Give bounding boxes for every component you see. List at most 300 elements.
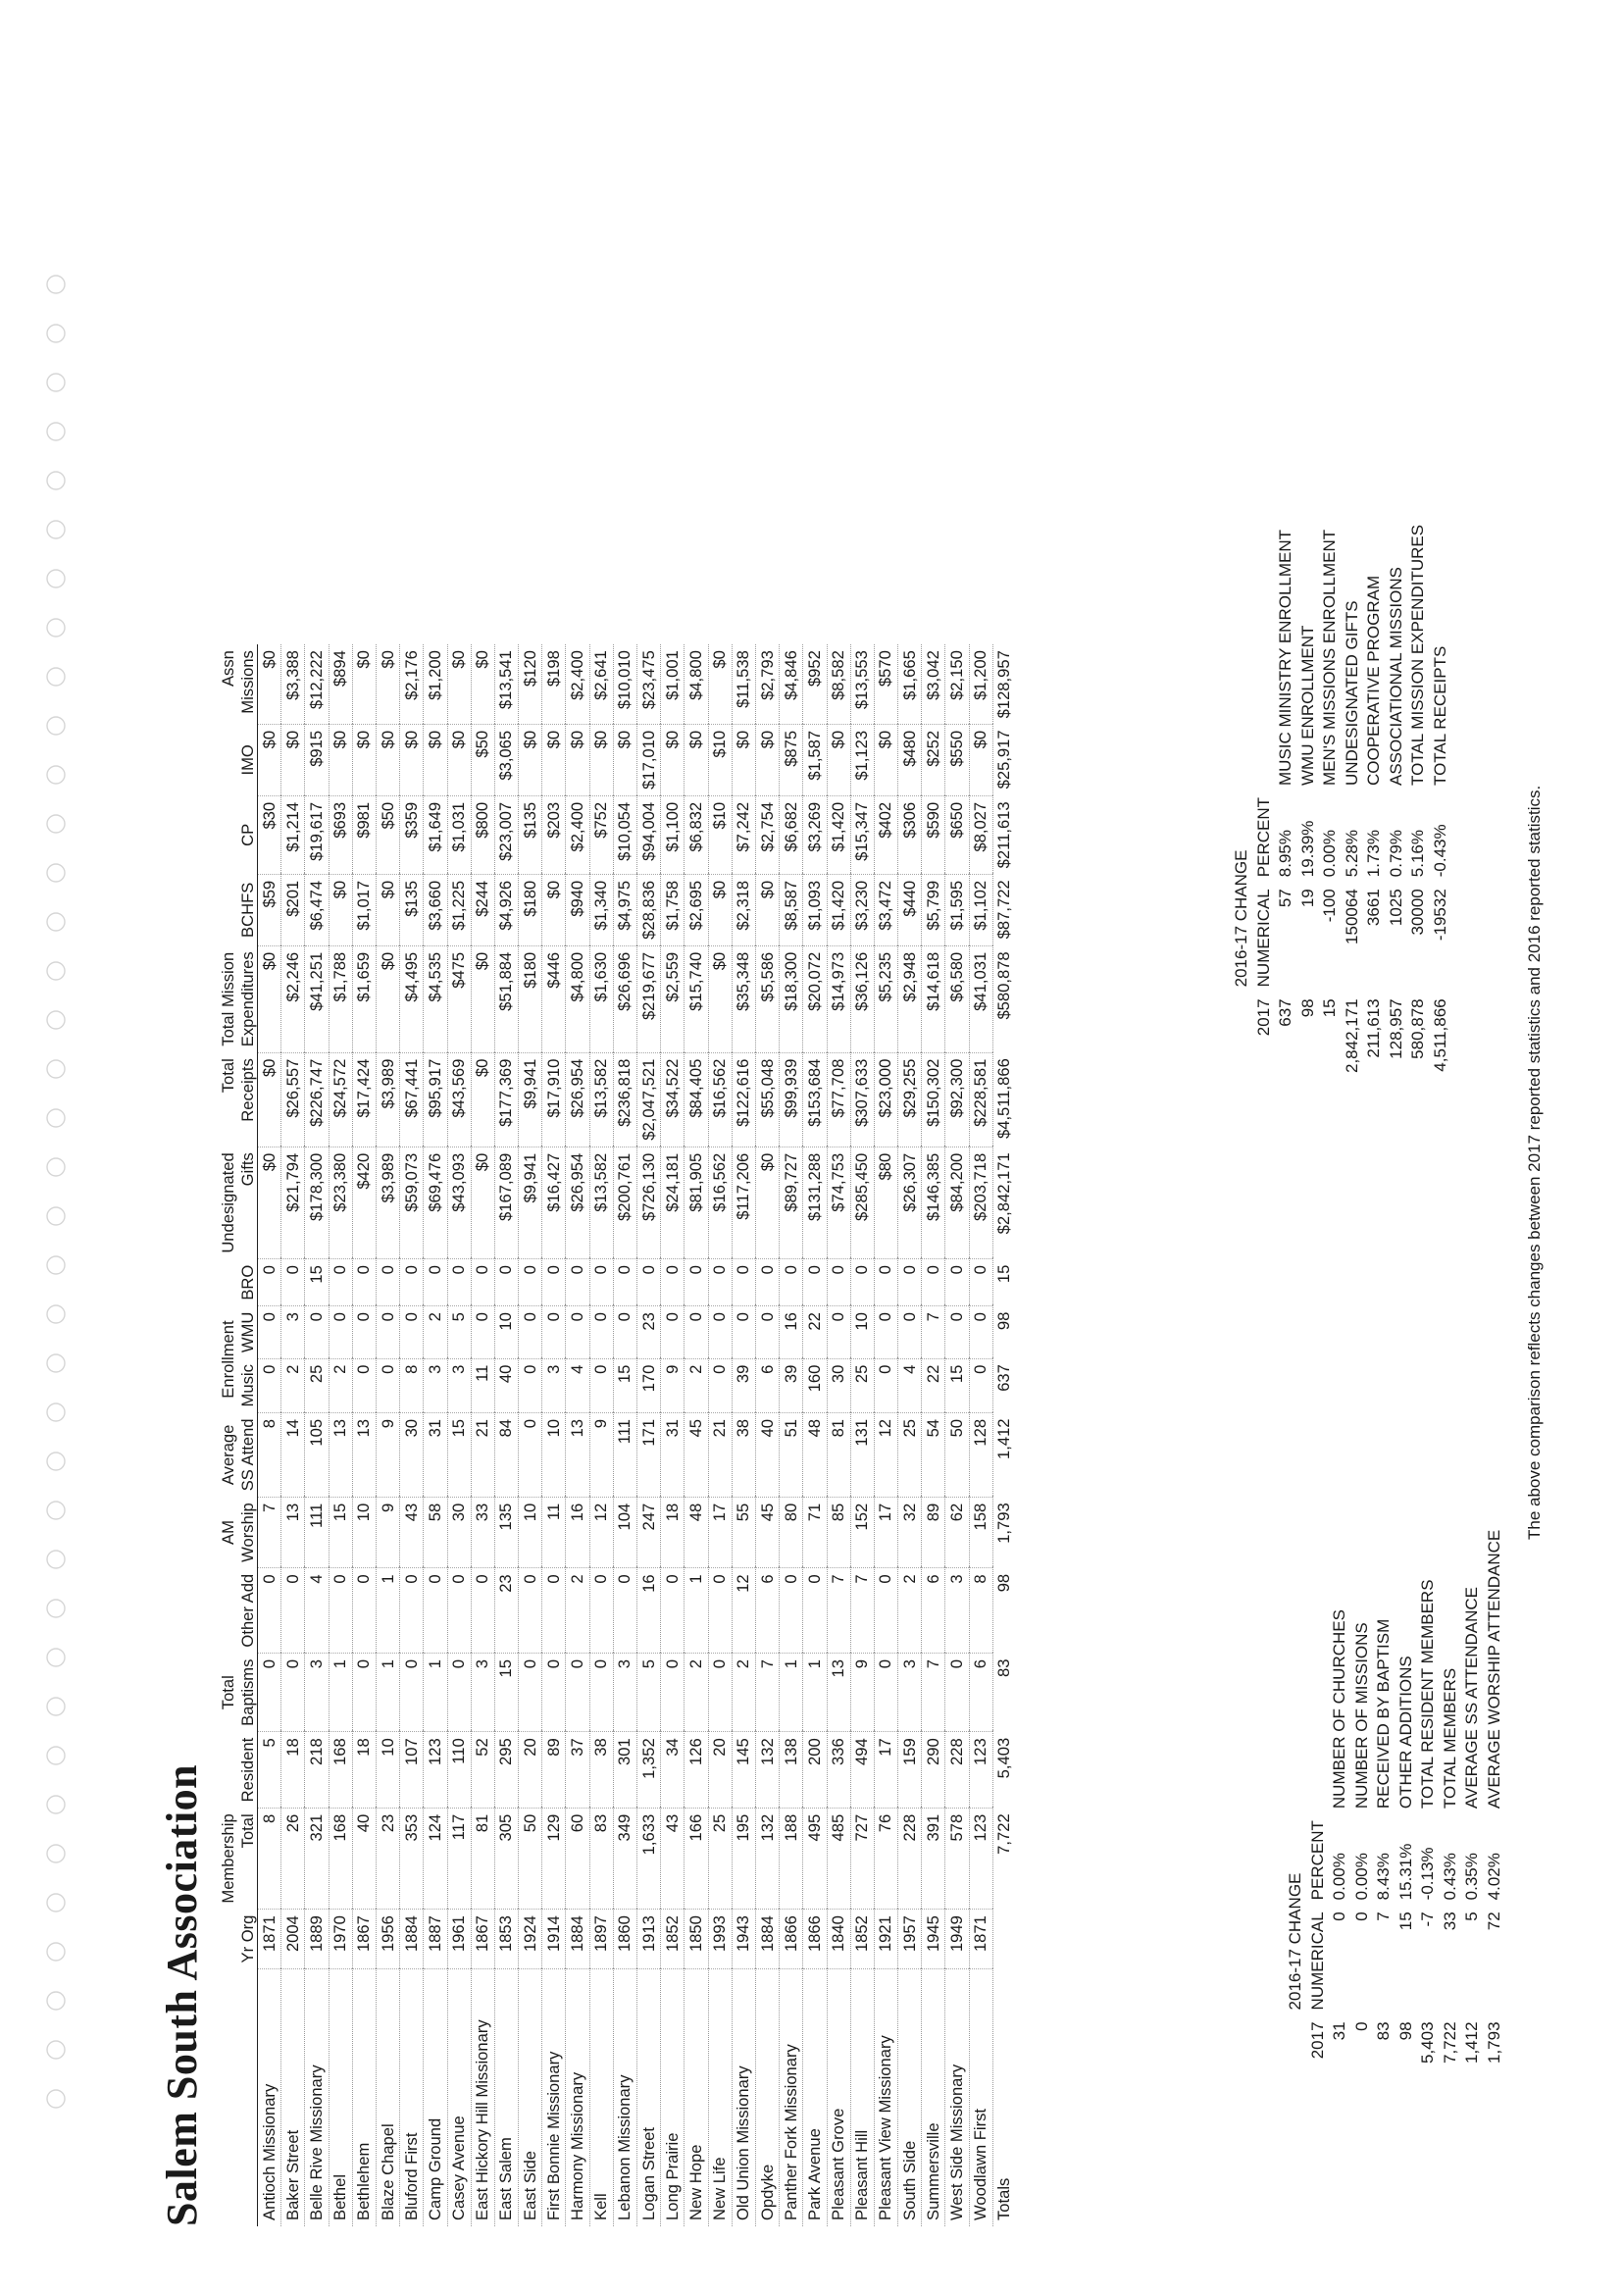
table-cell: 0 bbox=[874, 1568, 897, 1654]
table-cell: $2,559 bbox=[661, 945, 685, 1052]
table-cell: 0 bbox=[400, 1568, 424, 1654]
table-cell: $5,235 bbox=[874, 945, 897, 1052]
summary-2017-value: 1,412 bbox=[1462, 2021, 1481, 2064]
summary-2017-value: 5,403 bbox=[1418, 2021, 1437, 2064]
table-cell: $180 bbox=[519, 874, 542, 945]
table-cell: 0 bbox=[281, 1654, 305, 1732]
table-cell: $1,788 bbox=[329, 945, 352, 1052]
table-cell: $1,093 bbox=[803, 874, 827, 945]
church-name: Summersville bbox=[922, 1969, 945, 2227]
col-resident: Resident bbox=[237, 1732, 258, 1809]
table-cell: $28,836 bbox=[637, 874, 661, 945]
table-cell: $74,753 bbox=[827, 1147, 850, 1258]
table-cell: $219,677 bbox=[637, 945, 661, 1052]
table-cell: 0 bbox=[850, 1259, 874, 1306]
table-cell: 23 bbox=[637, 1306, 661, 1358]
table-cell: 1913 bbox=[637, 1910, 661, 1969]
table-cell: 50 bbox=[945, 1412, 969, 1497]
table-cell: 9 bbox=[850, 1654, 874, 1732]
summary-row bbox=[1329, 1524, 1351, 2069]
table-cell: $6,832 bbox=[685, 795, 708, 874]
table-cell: $0 bbox=[755, 874, 779, 945]
table-cell: 200 bbox=[803, 1732, 827, 1809]
church-row bbox=[447, 644, 471, 2226]
table-cell: 31 bbox=[424, 1412, 447, 1497]
summary-row bbox=[1440, 1524, 1462, 2069]
summary-percent-change: 0.00% bbox=[1351, 1853, 1371, 1901]
table-cell: 0 bbox=[898, 1306, 922, 1358]
church-row bbox=[494, 644, 518, 2226]
table-cell: 0 bbox=[424, 1259, 447, 1306]
church-row bbox=[945, 644, 969, 2226]
summary-row bbox=[1342, 519, 1364, 1079]
table-cell: 1 bbox=[685, 1568, 708, 1654]
table-cell: 21 bbox=[471, 1412, 494, 1497]
table-cell: 1884 bbox=[566, 1910, 589, 1969]
summary-left-change-header: 2016-17 CHANGE bbox=[1286, 1872, 1304, 2011]
church-name: Opdyke bbox=[755, 1969, 779, 2227]
table-cell: 0 bbox=[258, 1654, 281, 1732]
table-cell: $23,000 bbox=[874, 1052, 897, 1147]
table-cell: 105 bbox=[305, 1412, 329, 1497]
table-cell: 1884 bbox=[755, 1910, 779, 1969]
table-cell: 0 bbox=[447, 1654, 471, 1732]
table-cell: $1,420 bbox=[827, 795, 850, 874]
table-body bbox=[258, 644, 1017, 2226]
table-cell: $0 bbox=[519, 724, 542, 795]
enrollment-group-header: Enrollment bbox=[218, 1320, 237, 1399]
table-cell: 391 bbox=[922, 1808, 945, 1909]
table-cell: 110 bbox=[447, 1732, 471, 1809]
table-cell: $0 bbox=[471, 945, 494, 1052]
table-cell: 0 bbox=[352, 1654, 376, 1732]
summary-row bbox=[1396, 1524, 1418, 2069]
table-cell: $0 bbox=[258, 945, 281, 1052]
table-cell: $0 bbox=[400, 724, 424, 795]
summary-label: COOPERATIVE PROGRAM bbox=[1364, 575, 1383, 786]
table-cell: $43,569 bbox=[447, 1052, 471, 1147]
church-name: New Hope bbox=[685, 1969, 708, 2227]
table-cell: 9 bbox=[589, 1412, 613, 1497]
table-cell: 1866 bbox=[780, 1910, 803, 1969]
table-cell: 89 bbox=[542, 1732, 566, 1809]
table-cell: $23,007 bbox=[494, 795, 518, 874]
table-cell: 0 bbox=[589, 1358, 613, 1412]
table-cell: $446 bbox=[542, 945, 566, 1052]
table-cell: 6 bbox=[755, 1568, 779, 1654]
summary-label: AVERAGE SS ATTENDANCE bbox=[1462, 1587, 1481, 1810]
table-cell: 2 bbox=[566, 1568, 589, 1654]
table-cell: $24,572 bbox=[329, 1052, 352, 1147]
summary-row bbox=[1373, 1524, 1396, 2069]
table-cell: 0 bbox=[780, 1259, 803, 1306]
table-cell: 8 bbox=[258, 1412, 281, 1497]
table-cell: 0 bbox=[685, 1306, 708, 1358]
table-cell: 1884 bbox=[400, 1910, 424, 1969]
table-cell: 3 bbox=[447, 1358, 471, 1412]
table-cell: 0 bbox=[945, 1306, 969, 1358]
table-cell: 51 bbox=[780, 1412, 803, 1497]
table-cell: $26,954 bbox=[566, 1052, 589, 1147]
table-cell: $0 bbox=[685, 724, 708, 795]
table-cell: 45 bbox=[685, 1412, 708, 1497]
table-cell: 1871 bbox=[969, 1910, 992, 1969]
table-cell: $5,799 bbox=[922, 874, 945, 945]
table-cell: $1,200 bbox=[424, 644, 447, 724]
church-name: Long Prairie bbox=[661, 1969, 685, 2227]
table-cell: $23,380 bbox=[329, 1147, 352, 1258]
table-cell: $0 bbox=[708, 945, 732, 1052]
table-cell: $0 bbox=[258, 644, 281, 724]
table-cell: 60 bbox=[566, 1808, 589, 1909]
summary-numerical-change: 30000 bbox=[1408, 889, 1427, 936]
church-row bbox=[258, 644, 281, 2226]
table-cell: $24,181 bbox=[661, 1147, 685, 1258]
table-cell: 0 bbox=[400, 1306, 424, 1358]
church-name: First Bonnie Missionary bbox=[542, 1969, 566, 2227]
summary-row bbox=[1417, 1524, 1440, 2069]
table-cell: $23,475 bbox=[637, 644, 661, 724]
summary-2017-value: 580,878 bbox=[1408, 998, 1427, 1059]
summary-row bbox=[1363, 519, 1386, 1079]
table-cell: $3,269 bbox=[803, 795, 827, 874]
table-cell: 0 bbox=[803, 1259, 827, 1306]
table-cell: 7 bbox=[922, 1306, 945, 1358]
table-cell: 43 bbox=[661, 1808, 685, 1909]
summary-label: NUMBER OF CHURCHES bbox=[1330, 1609, 1348, 1810]
summary-numerical-change: 72 bbox=[1484, 1912, 1503, 1931]
col-music: Music bbox=[237, 1358, 258, 1412]
table-cell: 7 bbox=[922, 1654, 945, 1732]
summary-left-col-percent: PERCENT bbox=[1307, 1820, 1327, 1901]
church-name: Lebanon Missionary bbox=[613, 1969, 636, 2227]
table-cell: $26,307 bbox=[898, 1147, 922, 1258]
table-cell: 62 bbox=[945, 1497, 969, 1568]
table-cell: 0 bbox=[258, 1306, 281, 1358]
table-cell: $92,300 bbox=[945, 1052, 969, 1147]
table-cell: 0 bbox=[542, 1568, 566, 1654]
table-cell: 0 bbox=[661, 1654, 685, 1732]
table-cell: $0 bbox=[447, 644, 471, 724]
church-name: East Salem bbox=[494, 1969, 518, 2227]
rotated-report bbox=[157, 127, 1589, 2226]
table-cell: 40 bbox=[494, 1358, 518, 1412]
table-cell: 1853 bbox=[494, 1910, 518, 1969]
table-cell: 0 bbox=[258, 1358, 281, 1412]
table-cell: 1961 bbox=[447, 1910, 471, 1969]
table-cell: 0 bbox=[471, 1306, 494, 1358]
table-cell: 54 bbox=[922, 1412, 945, 1497]
table-cell: $13,582 bbox=[589, 1052, 613, 1147]
table-cell: 1,352 bbox=[637, 1732, 661, 1809]
table-cell: 7 bbox=[850, 1568, 874, 1654]
table-cell: 5 bbox=[637, 1654, 661, 1732]
church-row bbox=[519, 644, 542, 2226]
table-cell: $0 bbox=[424, 724, 447, 795]
table-cell: 495 bbox=[803, 1808, 827, 1909]
table-cell: 18 bbox=[352, 1732, 376, 1809]
table-cell: 126 bbox=[685, 1732, 708, 1809]
table-cell: 1921 bbox=[874, 1910, 897, 1969]
table-cell: $0 bbox=[376, 644, 399, 724]
table-cell: 0 bbox=[661, 1306, 685, 1358]
table-cell: $1,649 bbox=[424, 795, 447, 874]
summary-2017-value: 98 bbox=[1396, 2021, 1415, 2041]
church-name: Casey Avenue bbox=[447, 1969, 471, 2227]
table-cell: $875 bbox=[780, 724, 803, 795]
table-cell: 22 bbox=[803, 1306, 827, 1358]
table-cell: 7,722 bbox=[994, 1813, 1014, 1855]
comparison-note: The above comparison reflects changes between 2017 reported statistics and 2016 reported statistics. bbox=[1525, 785, 1544, 1540]
table-cell: 9 bbox=[376, 1412, 399, 1497]
table-cell: $84,200 bbox=[945, 1147, 969, 1258]
table-cell bbox=[992, 1910, 1016, 1969]
table-cell: $211,613 bbox=[994, 801, 1014, 869]
table-cell: 1945 bbox=[922, 1910, 945, 1969]
table-cell: 40 bbox=[352, 1808, 376, 1909]
summary-numerical-change: -19532 bbox=[1430, 889, 1449, 942]
table-cell: 0 bbox=[922, 1259, 945, 1306]
table-cell: $0 bbox=[589, 724, 613, 795]
table-cell: $1,102 bbox=[969, 874, 992, 945]
table-cell: 0 bbox=[732, 1306, 755, 1358]
table-cell: $4,800 bbox=[685, 644, 708, 724]
church-name: Pleasant Grove bbox=[827, 1969, 850, 2227]
table-cell: 0 bbox=[542, 1259, 566, 1306]
table-cell: $2,047,521 bbox=[637, 1052, 661, 1147]
table-cell: 8 bbox=[258, 1808, 281, 1909]
table-cell: $940 bbox=[566, 874, 589, 945]
table-cell: 0 bbox=[542, 1306, 566, 1358]
summary-label: NUMBER OF MISSIONS bbox=[1351, 1622, 1371, 1810]
table-cell: $84,405 bbox=[685, 1052, 708, 1147]
church-row bbox=[329, 644, 352, 2226]
church-row bbox=[542, 644, 566, 2226]
table-cell: 39 bbox=[732, 1358, 755, 1412]
church-row bbox=[732, 644, 755, 2226]
table-cell: 15 bbox=[305, 1259, 329, 1306]
table-cell: $128,957 bbox=[994, 650, 1014, 719]
table-cell: $21,794 bbox=[281, 1147, 305, 1258]
church-row bbox=[376, 644, 399, 2226]
summary-numerical-change: 5 bbox=[1462, 1912, 1481, 1921]
summary-label: MUSIC MINISTRY ENROLLMENT bbox=[1276, 529, 1294, 786]
table-cell: $915 bbox=[305, 724, 329, 795]
table-cell: 0 bbox=[400, 1259, 424, 1306]
table-cell: $0 bbox=[376, 724, 399, 795]
table-cell: $50 bbox=[376, 795, 399, 874]
table-cell: $122,616 bbox=[732, 1052, 755, 1147]
summary-left bbox=[1285, 1524, 1505, 2069]
table-cell: 22 bbox=[922, 1358, 945, 1412]
table-cell: $359 bbox=[400, 795, 424, 874]
church-row bbox=[424, 644, 447, 2226]
church-row bbox=[755, 644, 779, 2226]
table-cell: 0 bbox=[566, 1259, 589, 1306]
table-cell: $550 bbox=[945, 724, 969, 795]
table-cell: 228 bbox=[945, 1732, 969, 1809]
table-cell: $178,300 bbox=[305, 1147, 329, 1258]
table-cell: $3,989 bbox=[376, 1052, 399, 1147]
table-cell: $203 bbox=[542, 795, 566, 874]
table-cell: 0 bbox=[376, 1306, 399, 1358]
church-name: West Side Missionary bbox=[945, 1969, 969, 2227]
summary-label: TOTAL MISSION EXPENDITURES bbox=[1408, 524, 1427, 786]
summary-percent-change: 1.73% bbox=[1364, 830, 1383, 878]
table-cell: 0 bbox=[305, 1306, 329, 1358]
table-cell: 15 bbox=[994, 1264, 1014, 1284]
table-cell: 0 bbox=[613, 1568, 636, 1654]
table-cell: $1,340 bbox=[589, 874, 613, 945]
summary-percent-change: 0.35% bbox=[1462, 1853, 1481, 1901]
table-cell: 0 bbox=[519, 1412, 542, 1497]
table-cell: $2,754 bbox=[755, 795, 779, 874]
table-cell: $1,659 bbox=[352, 945, 376, 1052]
table-cell: 7 bbox=[827, 1568, 850, 1654]
summary-numerical-change: 1025 bbox=[1386, 889, 1405, 927]
church-row bbox=[305, 644, 329, 2226]
table-cell: 1 bbox=[329, 1654, 352, 1732]
table-cell: $1,587 bbox=[803, 724, 827, 795]
col-ss-attend: SS Attend bbox=[237, 1412, 258, 1497]
table-cell: 38 bbox=[589, 1732, 613, 1809]
table-cell: 132 bbox=[755, 1808, 779, 1909]
col-baptisms: Baptisms bbox=[237, 1654, 258, 1732]
table-cell: 1 bbox=[424, 1654, 447, 1732]
table-cell: $236,818 bbox=[613, 1052, 636, 1147]
table-cell: 15 bbox=[494, 1654, 518, 1732]
table-cell: $180 bbox=[519, 945, 542, 1052]
table-cell: 18 bbox=[661, 1497, 685, 1568]
summary-row bbox=[1484, 1524, 1506, 2069]
summary-2017-value: 637 bbox=[1276, 998, 1294, 1027]
table-cell: $1,200 bbox=[969, 644, 992, 724]
table-cell: $580,878 bbox=[994, 951, 1014, 1020]
col-imo: IMO bbox=[237, 724, 258, 795]
table-cell: 16 bbox=[780, 1306, 803, 1358]
summary-numerical-change: -7 bbox=[1418, 1912, 1437, 1927]
summary-row bbox=[1319, 519, 1342, 1079]
assn-group-header: Assn bbox=[218, 650, 237, 688]
table-cell: $1,214 bbox=[281, 795, 305, 874]
table-cell: $19,617 bbox=[305, 795, 329, 874]
table-cell: 1871 bbox=[258, 1910, 281, 1969]
summary-2017-value: 1,793 bbox=[1484, 2021, 1503, 2064]
table-cell: 48 bbox=[685, 1497, 708, 1568]
table-cell: 0 bbox=[685, 1259, 708, 1306]
table-cell: $0 bbox=[352, 724, 376, 795]
church-row bbox=[803, 644, 827, 2226]
church-row bbox=[613, 644, 636, 2226]
table-cell: 81 bbox=[827, 1412, 850, 1497]
table-cell: 0 bbox=[898, 1259, 922, 1306]
table-cell: 0 bbox=[874, 1306, 897, 1358]
col-cp: CP bbox=[237, 795, 258, 874]
table-cell: 16 bbox=[637, 1568, 661, 1654]
table-cell: $59,073 bbox=[400, 1147, 424, 1258]
table-cell: $198 bbox=[542, 644, 566, 724]
binder-hole-marks bbox=[41, 0, 71, 2294]
table-cell: $34,522 bbox=[661, 1052, 685, 1147]
table-cell: 1924 bbox=[519, 1910, 542, 1969]
table-cell: 3 bbox=[305, 1654, 329, 1732]
table-cell: 2 bbox=[732, 1654, 755, 1732]
table-cell: 11 bbox=[542, 1497, 566, 1568]
table-cell: $3,230 bbox=[850, 874, 874, 945]
table-cell: $10 bbox=[708, 724, 732, 795]
table-cell: 123 bbox=[424, 1732, 447, 1809]
table-cell: 145 bbox=[732, 1732, 755, 1809]
undesignated-group-header: Undesignated bbox=[218, 1152, 237, 1253]
table-cell: 15 bbox=[329, 1497, 352, 1568]
table-cell: $952 bbox=[803, 644, 827, 724]
table-cell: 17 bbox=[708, 1497, 732, 1568]
table-cell: 727 bbox=[850, 1808, 874, 1909]
table-cell: 2 bbox=[424, 1306, 447, 1358]
church-name: Pleasant View Missionary bbox=[874, 1969, 897, 2227]
table-cell: $0 bbox=[281, 724, 305, 795]
table-cell: 84 bbox=[494, 1412, 518, 1497]
summary-label: ASSOCIATIONAL MISSIONS bbox=[1386, 567, 1405, 786]
summary-2017-value: 15 bbox=[1320, 998, 1339, 1018]
table-cell: 0 bbox=[732, 1259, 755, 1306]
col-bro: BRO bbox=[237, 1259, 258, 1306]
church-row bbox=[685, 644, 708, 2226]
table-cell: $12,222 bbox=[305, 644, 329, 724]
totals-row bbox=[992, 644, 1016, 2226]
table-cell: 0 bbox=[755, 1259, 779, 1306]
table-cell: $3,042 bbox=[922, 644, 945, 724]
table-cell: $0 bbox=[329, 874, 352, 945]
table-cell: $800 bbox=[471, 795, 494, 874]
table-cell: $228,581 bbox=[969, 1052, 992, 1147]
table-cell: 111 bbox=[305, 1497, 329, 1568]
church-name: Bethel bbox=[329, 1969, 352, 2227]
summary-label: WMU ENROLLMENT bbox=[1297, 625, 1317, 786]
table-cell: 104 bbox=[613, 1497, 636, 1568]
table-cell: $2,176 bbox=[400, 644, 424, 724]
summary-percent-change: 19.39% bbox=[1297, 820, 1317, 878]
table-cell: 14 bbox=[281, 1412, 305, 1497]
table-cell: $4,800 bbox=[566, 945, 589, 1052]
table-cell: 123 bbox=[969, 1732, 992, 1809]
table-cell: $1,001 bbox=[661, 644, 685, 724]
table-cell: $50 bbox=[471, 724, 494, 795]
church-name: Blaze Chapel bbox=[376, 1969, 399, 2227]
table-cell: 111 bbox=[613, 1412, 636, 1497]
table-cell: 1 bbox=[803, 1654, 827, 1732]
table-cell: $3,989 bbox=[376, 1147, 399, 1258]
church-row bbox=[471, 644, 494, 2226]
table-cell: $2,318 bbox=[732, 874, 755, 945]
table-cell: $480 bbox=[898, 724, 922, 795]
summary-percent-change: 0.00% bbox=[1320, 830, 1339, 878]
table-cell: $30 bbox=[258, 795, 281, 874]
table-cell: 0 bbox=[352, 1568, 376, 1654]
church-name: Bethlehem bbox=[352, 1969, 376, 2227]
table-cell: $1,031 bbox=[447, 795, 471, 874]
table-cell: 3 bbox=[542, 1358, 566, 1412]
table-cell: 10 bbox=[542, 1412, 566, 1497]
church-row bbox=[566, 644, 589, 2226]
table-cell: $9,941 bbox=[519, 1052, 542, 1147]
summary-label: TOTAL MEMBERS bbox=[1440, 1667, 1459, 1810]
table-cell: 31 bbox=[661, 1412, 685, 1497]
church-name: Woodlawn First bbox=[969, 1969, 992, 2227]
table-cell: 1852 bbox=[850, 1910, 874, 1969]
table-cell: 0 bbox=[945, 1259, 969, 1306]
church-row bbox=[352, 644, 376, 2226]
